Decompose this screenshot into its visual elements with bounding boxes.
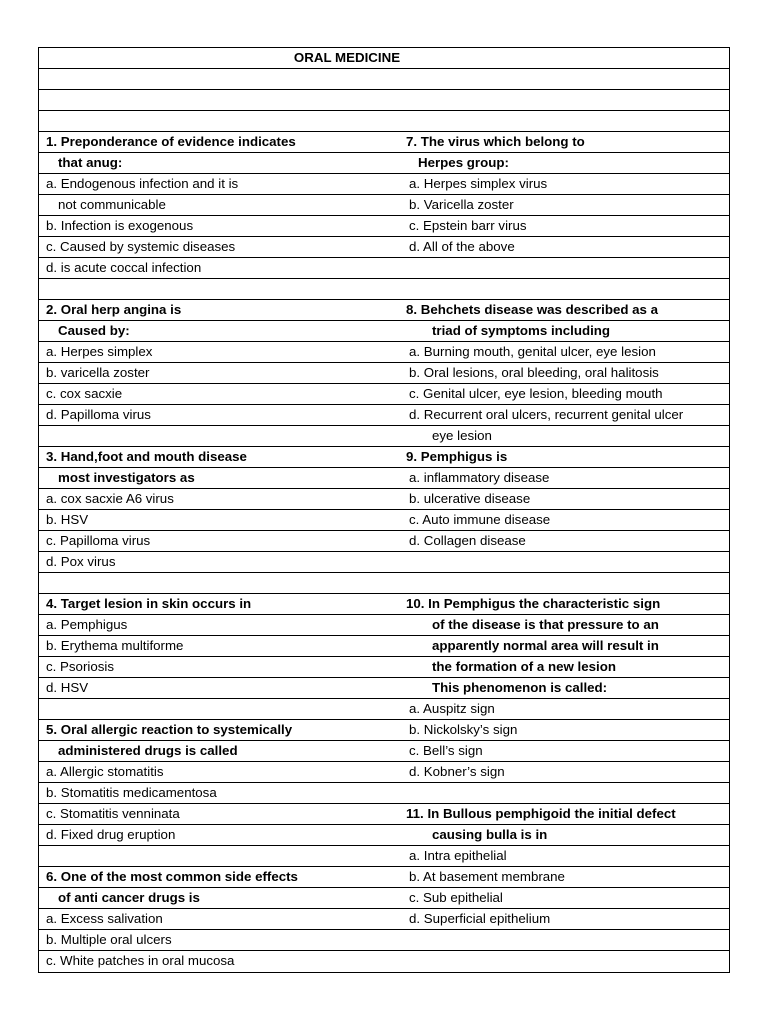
right-cell: a. Auspitz sign (409, 701, 495, 716)
left-cell: d. is acute coccal infection (46, 260, 202, 275)
right-cell: d. Collagen disease (409, 533, 526, 548)
title-row (39, 48, 729, 69)
right-cell: eye lesion (432, 428, 492, 443)
left-cell: most investigators as (58, 470, 195, 485)
left-cell: 6. One of the most common side effects (46, 869, 298, 884)
blank-row (39, 90, 729, 111)
right-cell: apparently normal area will result in (432, 638, 659, 653)
left-cell: d. Pox virus (46, 554, 116, 569)
left-cell: 4. Target lesion in skin occurs in (46, 596, 252, 611)
table-row (39, 531, 729, 552)
left-cell: b. Multiple oral ulcers (46, 932, 172, 947)
left-cell: a. cox sacxie A6 virus (46, 491, 174, 506)
table-row (39, 321, 729, 342)
left-cell: of anti cancer drugs is (58, 890, 200, 905)
left-cell: d. Fixed drug eruption (46, 827, 176, 842)
table-row (39, 510, 729, 531)
table-row (39, 342, 729, 363)
question-sheet (38, 47, 730, 973)
table-row (39, 279, 729, 300)
table-row (39, 846, 729, 867)
right-cell: the formation of a new lesion (432, 659, 616, 674)
right-cell: 9. Pemphigus is (406, 449, 508, 464)
table-row (39, 195, 729, 216)
table-row (39, 678, 729, 699)
right-cell: causing bulla is in (432, 827, 548, 842)
right-cell: 10. In Pemphigus the characteristic sign (406, 596, 661, 611)
table-row (39, 699, 729, 720)
right-cell: a. inflammatory disease (409, 470, 550, 485)
page-title: ORAL MEDICINE (293, 50, 401, 65)
table-row (39, 888, 729, 909)
right-cell: c. Bell’s sign (409, 743, 483, 758)
right-cell: c. Epstein barr virus (409, 218, 527, 233)
left-cell: b. Erythema multiforme (46, 638, 184, 653)
right-cell: a. Herpes simplex virus (409, 176, 548, 191)
left-cell: b. HSV (46, 512, 89, 527)
left-cell: a. Herpes simplex (46, 344, 153, 359)
right-cell: 11. In Bullous pemphigoid the initial defect (406, 806, 676, 821)
right-cell: d. Kobner’s sign (409, 764, 505, 779)
left-cell: a. Pemphigus (46, 617, 128, 632)
left-cell: 1. Preponderance of evidence indicates (46, 134, 296, 149)
left-cell: 2. Oral herp angina is (46, 302, 182, 317)
table-row (39, 258, 729, 279)
left-cell: c. White patches in oral mucosa (46, 953, 235, 968)
left-cell: 3. Hand,foot and mouth disease (46, 449, 247, 464)
right-cell: 8. Behchets disease was described as a (406, 302, 659, 317)
table-row (39, 783, 729, 804)
table-row (39, 930, 729, 951)
right-cell: b. At basement membrane (409, 869, 565, 884)
right-cell: c. Genital ulcer, eye lesion, bleeding mouth (409, 386, 663, 401)
left-cell: c. Psoriosis (46, 659, 114, 674)
left-cell: d. HSV (46, 680, 89, 695)
left-cell: 5. Oral allergic reaction to systemically (46, 722, 293, 737)
table-row (39, 363, 729, 384)
table-row (39, 384, 729, 405)
right-cell: of the disease is that pressure to an (432, 617, 659, 632)
left-cell: a. Allergic stomatitis (46, 764, 164, 779)
table-row (39, 720, 729, 741)
left-cell: administered drugs is called (58, 743, 238, 758)
left-cell: c. Papilloma virus (46, 533, 151, 548)
left-cell: not communicable (58, 197, 166, 212)
table-row (39, 216, 729, 237)
right-cell: b. Oral lesions, oral bleeding, oral halitosis (409, 365, 659, 380)
table-row (39, 867, 729, 888)
right-cell: c. Auto immune disease (409, 512, 551, 527)
table-row (39, 426, 729, 447)
table-row (39, 237, 729, 258)
table-row (39, 804, 729, 825)
table-row (39, 447, 729, 468)
table-row (39, 657, 729, 678)
left-cell: a. Endogenous infection and it is (46, 176, 239, 191)
right-cell: a. Intra epithelial (409, 848, 507, 863)
table-row (39, 573, 729, 594)
right-cell: b. Varicella zoster (409, 197, 514, 212)
right-cell: d. Recurrent oral ulcers, recurrent genital ulcer (409, 407, 684, 422)
right-cell: 7. The virus which belong to (406, 134, 585, 149)
right-cell: c. Sub epithelial (409, 890, 503, 905)
left-cell: a. Excess salivation (46, 911, 163, 926)
table-row (39, 489, 729, 510)
left-cell: b. varicella zoster (46, 365, 150, 380)
table-row (39, 741, 729, 762)
table-row (39, 909, 729, 930)
left-cell: b. Stomatitis medicamentosa (46, 785, 217, 800)
right-cell: d. All of the above (409, 239, 515, 254)
table-row (39, 405, 729, 426)
table-row (39, 132, 729, 153)
table-row (39, 300, 729, 321)
right-cell: triad of symptoms including (432, 323, 611, 338)
table-row (39, 153, 729, 174)
left-cell: d. Papilloma virus (46, 407, 151, 422)
right-cell: b. ulcerative disease (409, 491, 531, 506)
table-row (39, 174, 729, 195)
blank-row (39, 111, 729, 132)
left-cell: c. Caused by systemic diseases (46, 239, 236, 254)
right-cell: a. Burning mouth, genital ulcer, eye lesion (409, 344, 656, 359)
left-cell: b. Infection is exogenous (46, 218, 194, 233)
table-row (39, 825, 729, 846)
left-cell: c. cox sacxie (46, 386, 123, 401)
table-row (39, 552, 729, 573)
table-row (39, 615, 729, 636)
table-row (39, 468, 729, 489)
table-row (39, 594, 729, 615)
right-cell: Herpes group: (418, 155, 509, 170)
left-cell: c. Stomatitis venninata (46, 806, 180, 821)
left-cell: Caused by: (58, 323, 130, 338)
left-cell: that anug: (58, 155, 123, 170)
right-cell: This phenomenon is called: (432, 680, 608, 695)
right-cell: b. Nickolsky’s sign (409, 722, 518, 737)
table-row (39, 762, 729, 783)
blank-row (39, 69, 729, 90)
table-row (39, 951, 729, 972)
right-cell: d. Superficial epithelium (409, 911, 551, 926)
table-row (39, 636, 729, 657)
